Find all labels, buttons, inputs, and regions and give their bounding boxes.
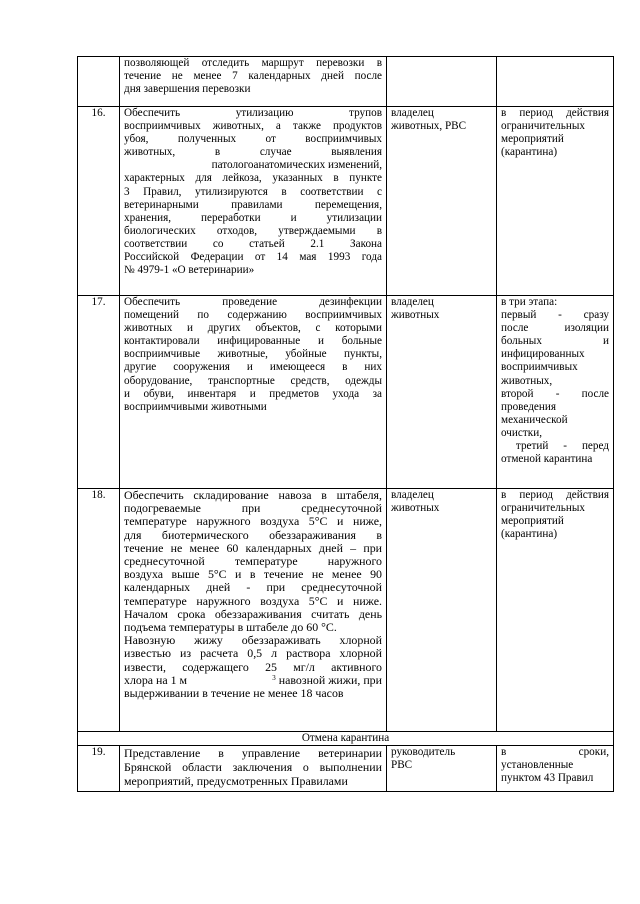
term-cell [497, 57, 614, 107]
term-cell: в три этапа: первый - сразу после изоляции больных и инфицированных восприимчивых животных, второй - после проведения механической очистки, третий - перед отменой карантина [497, 296, 614, 489]
table-row [78, 107, 614, 296]
table-row [78, 746, 614, 792]
row-number: 19. [78, 746, 120, 792]
row-number [78, 57, 120, 107]
table-row [78, 296, 614, 489]
responsible-cell: руководитель РВС [387, 746, 497, 792]
section-title: Отмена карантина [78, 732, 614, 746]
term-cell: в сроки, установленные пунктом 43 Правил [497, 746, 614, 792]
action-cell: Обеспечить складирование навоза в штабеля, подогреваемые при среднесуточной температуре наружного воздуха 5°С и ниже, для биотермического обеззараживания в течение не менее 60 календарных дней – при среднесуточной температуре наружного воздуха выше 5°С и в течение не менее 90 календарных дней - при среднесуточной температуре наружного воздуха 5°С и ниже. Началом срока обеззараживания считать день подъема температуры в штабеле до 60 °С. Навозную жижу обеззараживать хлорной известью из расчета 0,5 л раствора хлорной извести, содержащего 25 мг/л активного хлора на 1 м $^3$ навозной жижи, при выдерживании в течение не менее 18 часов [120, 489, 387, 732]
responsible-cell: владелец животных, РВС [387, 107, 497, 296]
action-cell: позволяющей отследить маршрут перевозки в течение не менее 7 календарных дней после дня завершения перевозки [120, 57, 387, 107]
responsible-cell [387, 57, 497, 107]
action-cell: Обеспечить проведение дезинфекции помещений по содержанию восприимчивых животных и других объектов, с которыми контактировали инфицированные и больные восприимчивые животные, убойные пункты, другие сооружения и имеющееся в них оборудование, транспортные средств, одежды и обуви, инвентаря и предметов ухода за восприимчивыми животными [120, 296, 387, 489]
term-cell: в период действия ограничительных мероприятий (карантина) [497, 489, 614, 732]
table-row [78, 57, 614, 107]
table-row [78, 489, 614, 732]
section-row [78, 732, 614, 746]
term-cell: в период действия ограничительных мероприятий (карантина) [497, 107, 614, 296]
row-number: 17. [78, 296, 120, 489]
action-cell: Обеспечить утилизацию трупов восприимчивых животных, а также продуктов убоя, полученных от восприимчивых животных, в случае выявления патологоанатомических изменений, характерных для лейкоза, указанных в пункте 3 Правил, утилизируются в соответствии с ветеринарными правилами перемещения, хранения, переработки и утилизации биологических отходов, утверждаемыми в соответствии со статьей 2.1 Закона Российской Федерации от 14 мая 1993 года № 4979-1 «О ветеринарии» [120, 107, 387, 296]
responsible-cell: владелец животных [387, 489, 497, 732]
row-number: 18. [78, 489, 120, 732]
responsible-cell: владелец животных [387, 296, 497, 489]
action-cell: Представление в управление ветеринарии Брянской области заключения о выполнении мероприятий, предусмотренных Правилами [120, 746, 387, 792]
measures-table [77, 56, 614, 792]
row-number: 16. [78, 107, 120, 296]
